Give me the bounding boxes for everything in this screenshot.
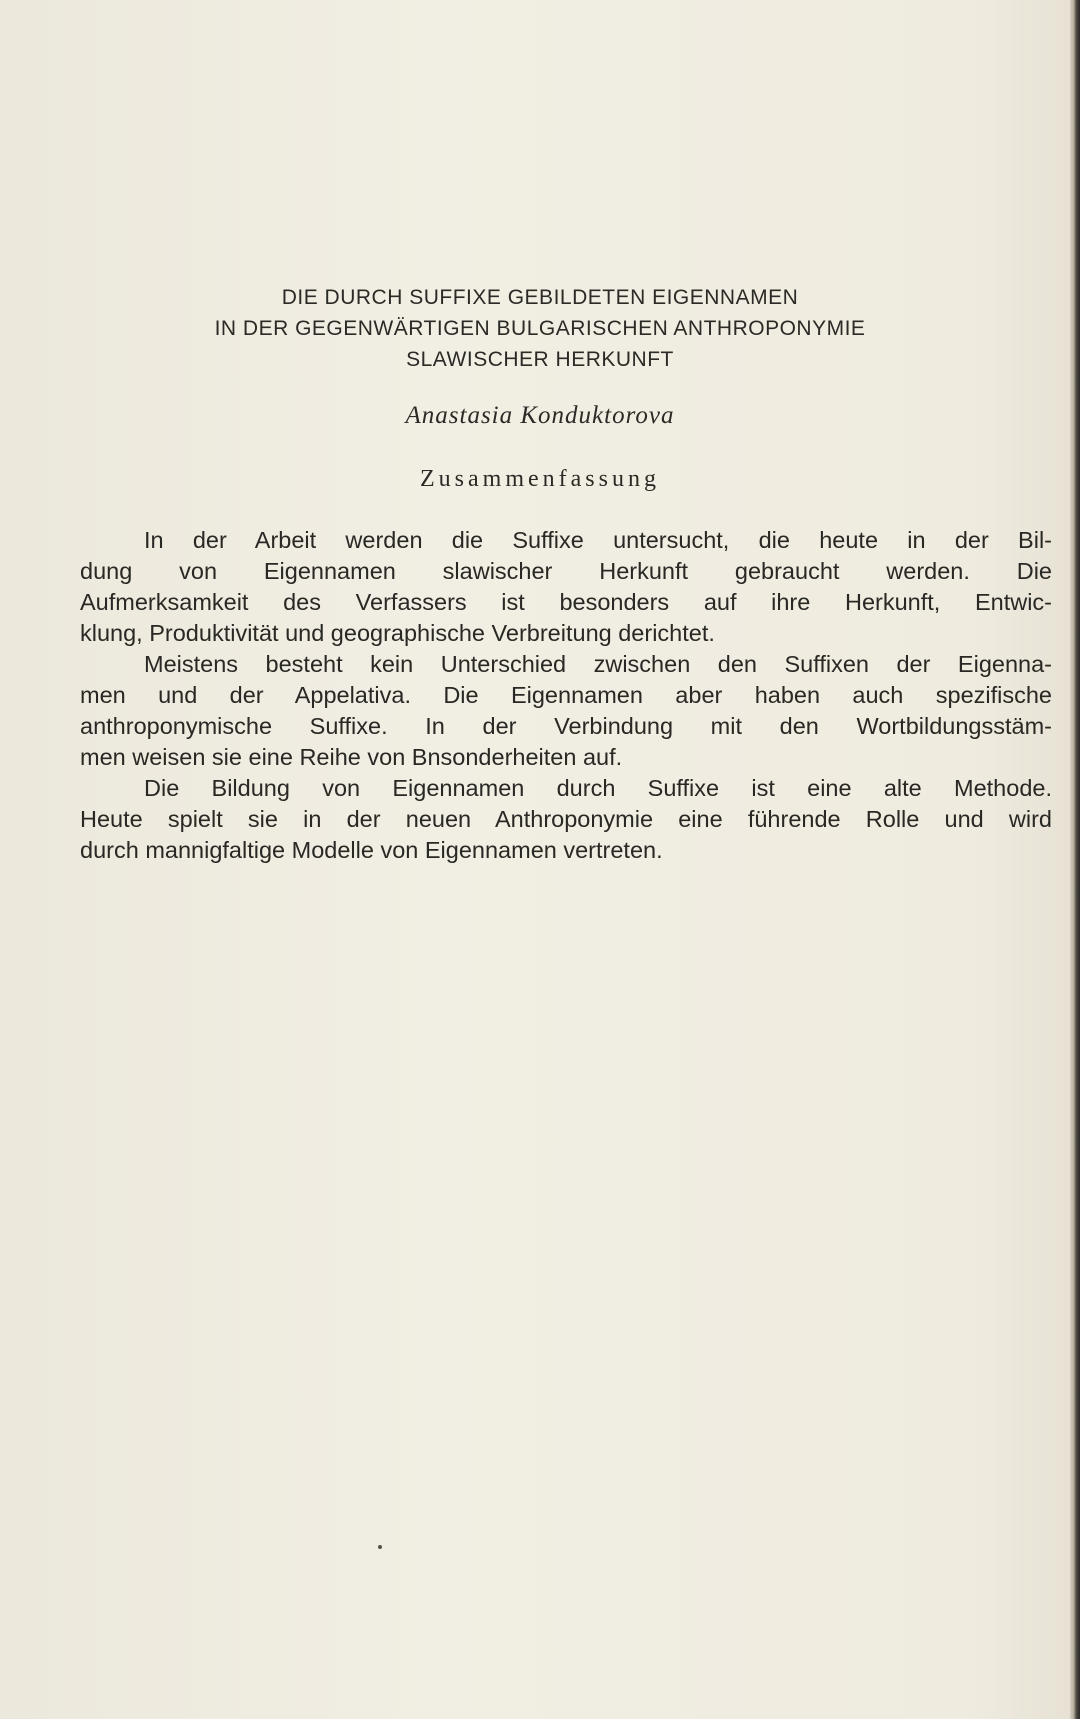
title-line-1: DIE DURCH SUFFIXE GEBILDETEN EIGENNAMEN — [281, 286, 799, 309]
paragraph-2-line-3: anthroponymische Suffixe. In der Verbindung mit den Wortbildungsstäm- — [80, 713, 1052, 739]
paragraph-1-line-4: klung, Produktivität und geographische Verbreitung derichtet. — [80, 620, 715, 646]
summary-body — [80, 525, 1052, 866]
paragraph-2-line-1: Meistens besteht kein Unterschied zwischen den Suffixen der Eigenna- — [144, 651, 1052, 677]
author-name: Anastasia Konduktorova — [405, 402, 675, 429]
book-binding-edge — [1070, 0, 1080, 1719]
paragraph-2-line-4: men weisen sie eine Reihe von Bnsonderheiten auf. — [80, 744, 623, 770]
article-title — [140, 282, 940, 375]
paragraph-1-line-1: In der Arbeit werden die Suffixe untersucht, die heute in der Bil- — [144, 527, 1052, 553]
paragraph-3-line-3: durch mannigfaltige Modelle von Eigennamen vertreten. — [80, 837, 663, 863]
title-line-3: SLAWISCHER HERKUNFT — [406, 348, 674, 371]
ink-speck — [378, 1545, 382, 1549]
paragraph-3-line-2: Heute spielt sie in der neuen Anthroponymie eine führende Rolle und wird — [80, 806, 1052, 832]
summary-heading: Zusammenfassung — [420, 466, 660, 492]
paragraph-3-line-1: Die Bildung von Eigennamen durch Suffixe ist eine alte Methode. — [144, 775, 1052, 801]
paragraph-1-line-2: dung von Eigennamen slawischer Herkunft gebraucht werden. Die — [80, 558, 1052, 584]
paragraph-1-line-3: Aufmerksamkeit des Verfassers ist besonders auf ihre Herkunft, Entwic- — [80, 589, 1052, 615]
title-line-2: IN DER GEGENWÄRTIGEN BULGARISCHEN ANTHROPONYMIE — [214, 317, 866, 340]
paragraph-2-line-2: men und der Appelativa. Die Eigennamen aber haben auch spezifische — [80, 682, 1052, 708]
